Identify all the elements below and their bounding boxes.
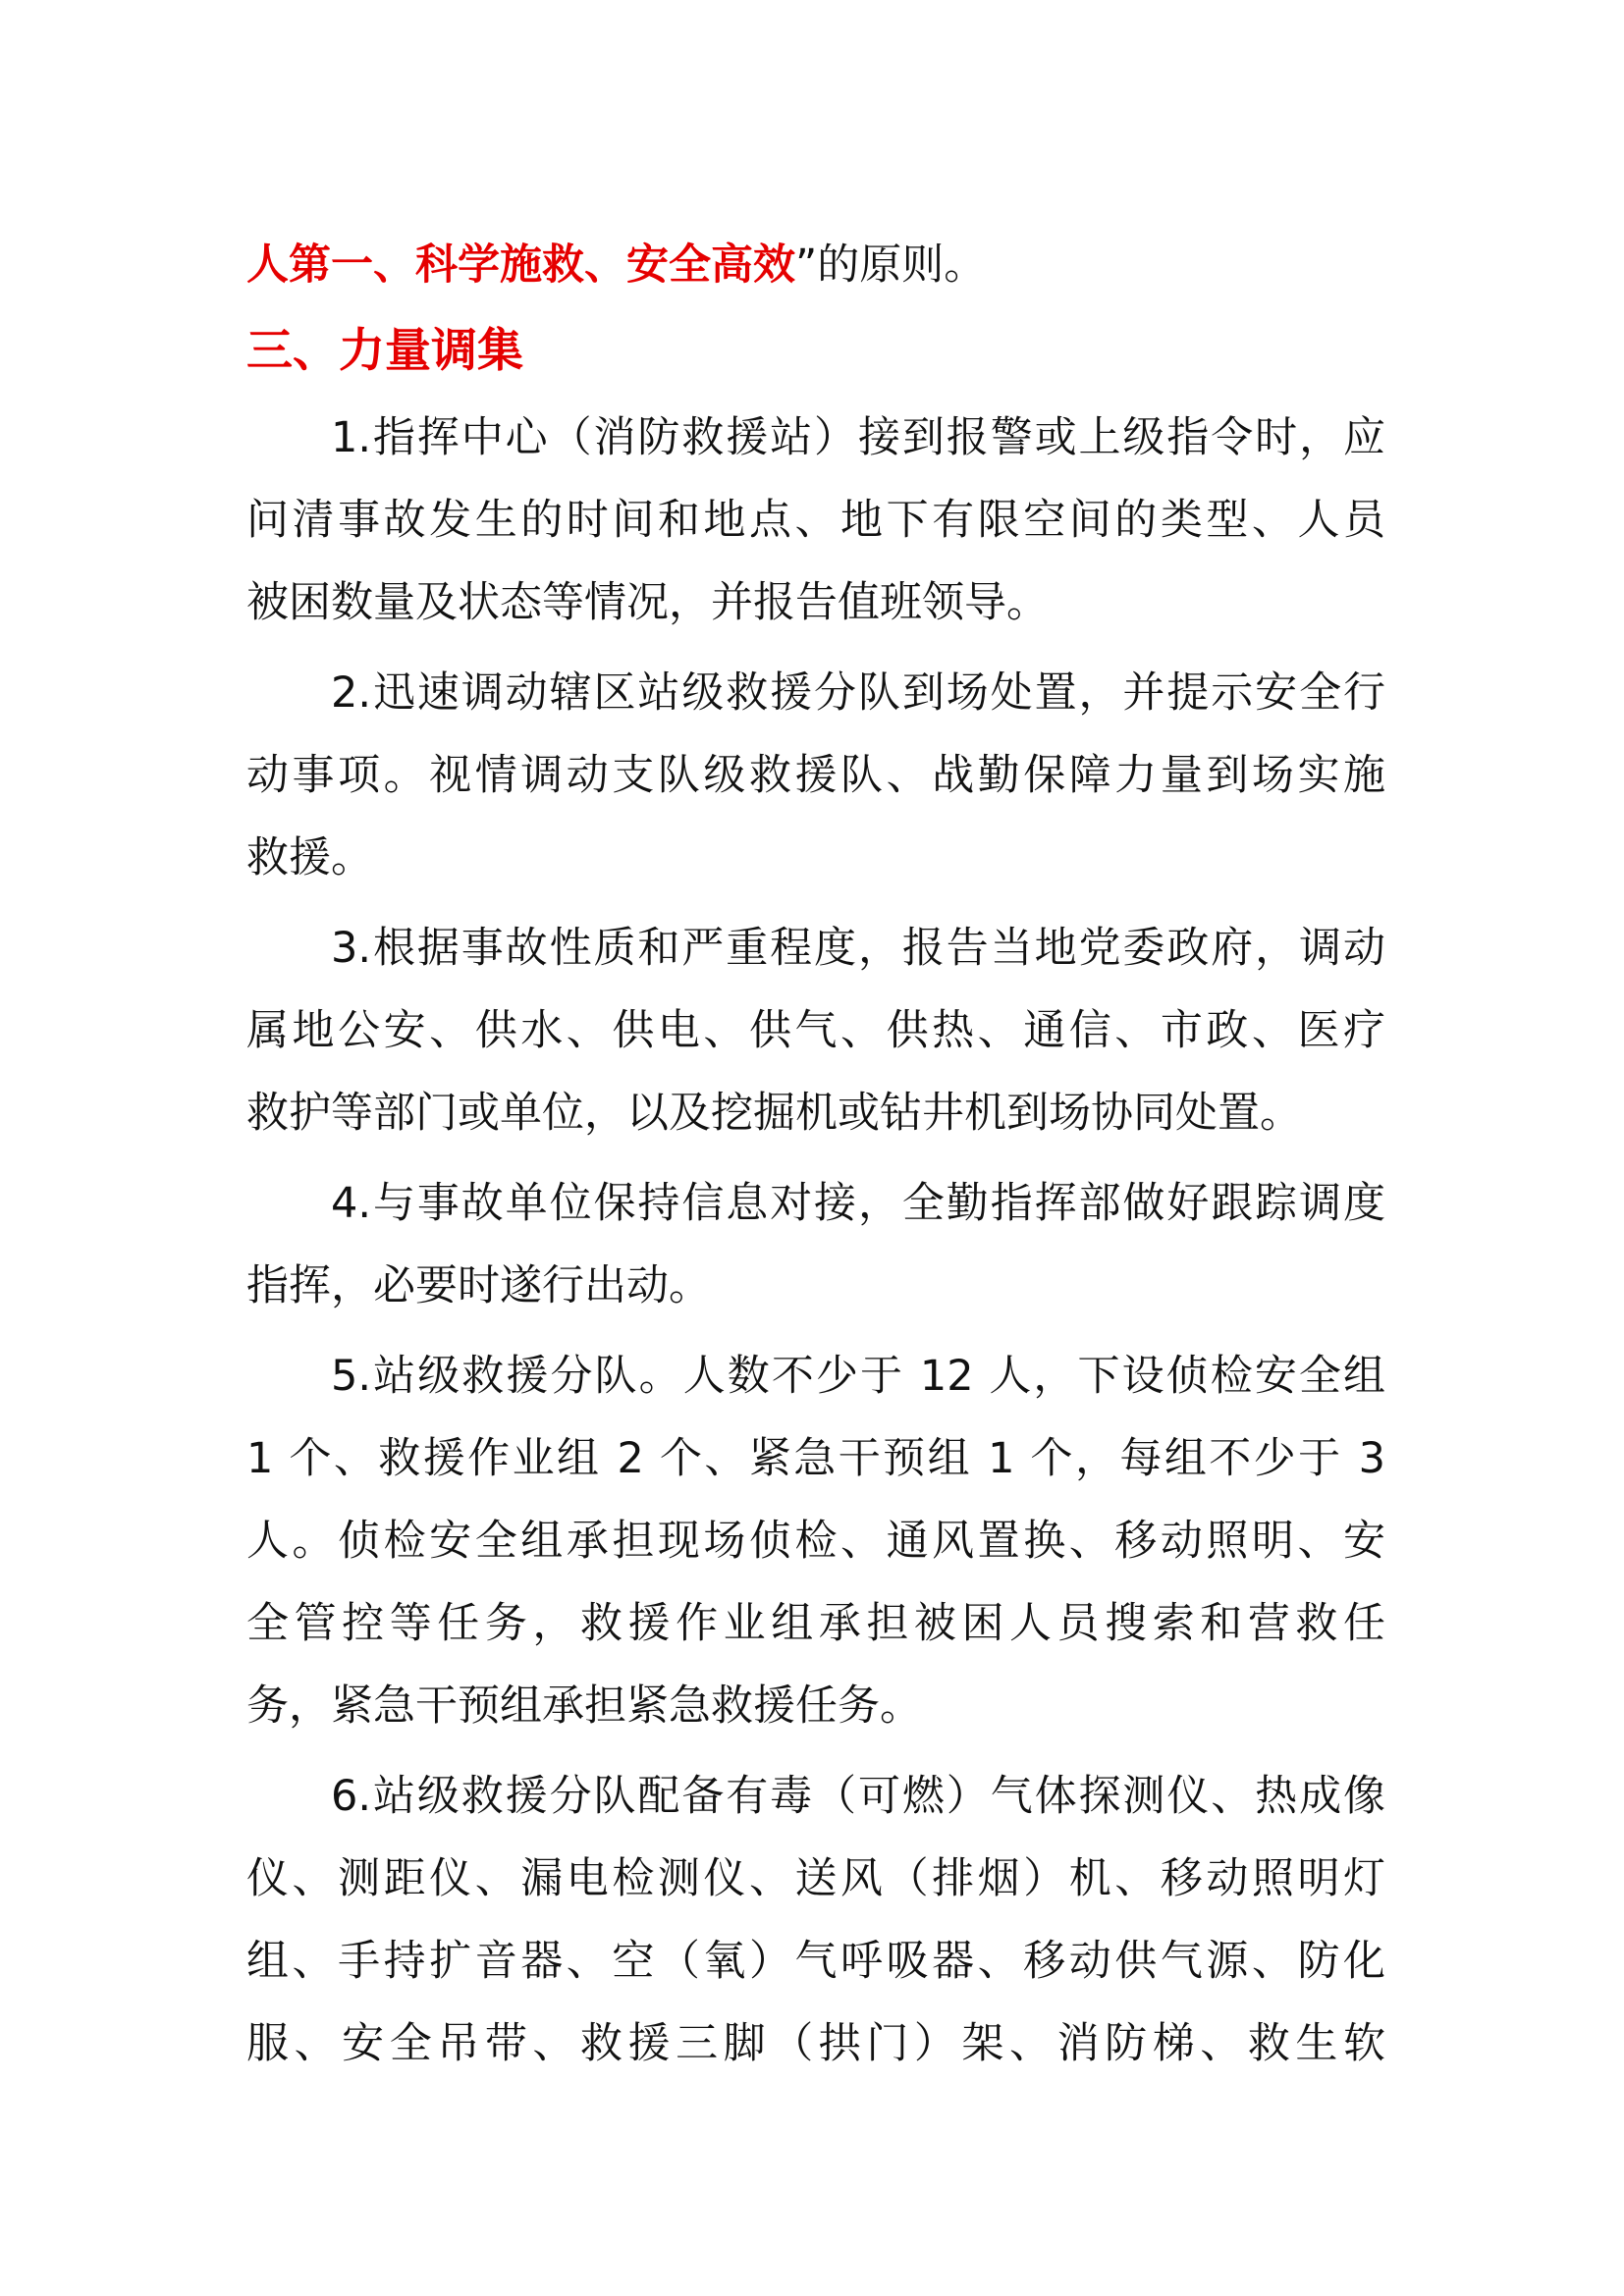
paragraph-line: 务，紧急干预组承担紧急救援任务。 — [246, 1682, 922, 1731]
paragraph-line: 3.根据事故性质和严重程度，报告当地党委政府，调动 — [331, 924, 1385, 973]
paragraph-line: 2.迅速调动辖区站级救援分队到场处置，并提示安全行 — [331, 668, 1385, 718]
paragraph-line: 1.指挥中心（消防救援站）接到报警或上级指令时，应 — [331, 413, 1385, 462]
paragraph-line: 6.站级救援分队配备有毒（可燃）气体探测仪、热成像 — [331, 1772, 1385, 1821]
paragraph-line: 属地公安、供水、供电、供气、供热、通信、市政、医疗 — [246, 1006, 1385, 1055]
paragraph-line: 组、手持扩音器、空（氧）气呼吸器、移动供气源、防化 — [246, 1937, 1385, 1986]
principle-emphasis: 人第一、科学施救、安全高效 — [246, 240, 795, 290]
continued-line — [246, 224, 1385, 306]
document-page — [246, 224, 1385, 2085]
paragraph-line: 4.与事故单位保持信息对接，全勤指挥部做好跟踪调度 — [331, 1179, 1385, 1228]
paragraph-line: 服、安全吊带、救援三脚（拱门）架、消防梯、救生软 — [246, 2019, 1385, 2068]
paragraph-line: 全管控等任务，救援作业组承担被困人员搜索和营救任 — [246, 1599, 1385, 1648]
paragraph-3 — [246, 907, 1385, 1154]
paragraph-2 — [246, 652, 1385, 899]
paragraph-line: 动事项。视情调动支队级救援队、战勤保障力量到场实施 — [246, 751, 1385, 800]
paragraph-line: 指挥，必要时遂行出动。 — [246, 1261, 711, 1310]
paragraph-line: 救援。 — [246, 833, 373, 882]
paragraph-line: 5.站级救援分队。人数不少于 12 人，下设侦检安全组 — [331, 1352, 1385, 1401]
paragraph-1 — [246, 397, 1385, 644]
paragraph-line: 被困数量及状态等情况，并报告值班领导。 — [246, 578, 1049, 627]
paragraph-line: 人。侦检安全组承担现场侦检、通风置换、移动照明、安 — [246, 1517, 1385, 1566]
section-heading: 三、力量调集 — [246, 324, 523, 378]
paragraph-line: 仪、测距仪、漏电检测仪、送风（排烟）机、移动照明灯 — [246, 1854, 1385, 1903]
paragraph-4 — [246, 1162, 1385, 1327]
paragraph-line: 问清事故发生的时间和地点、地下有限空间的类型、人员 — [246, 496, 1385, 545]
paragraph-6 — [246, 1755, 1385, 2085]
paragraph-5 — [246, 1335, 1385, 1747]
paragraph-line: 1 个、救援作业组 2 个、紧急干预组 1 个，每组不少于 3 — [246, 1434, 1385, 1483]
paragraph-line: 救护等部门或单位，以及挖掘机或钻井机到场协同处置。 — [246, 1089, 1302, 1138]
principle-tail: ”的原则。 — [795, 240, 987, 290]
